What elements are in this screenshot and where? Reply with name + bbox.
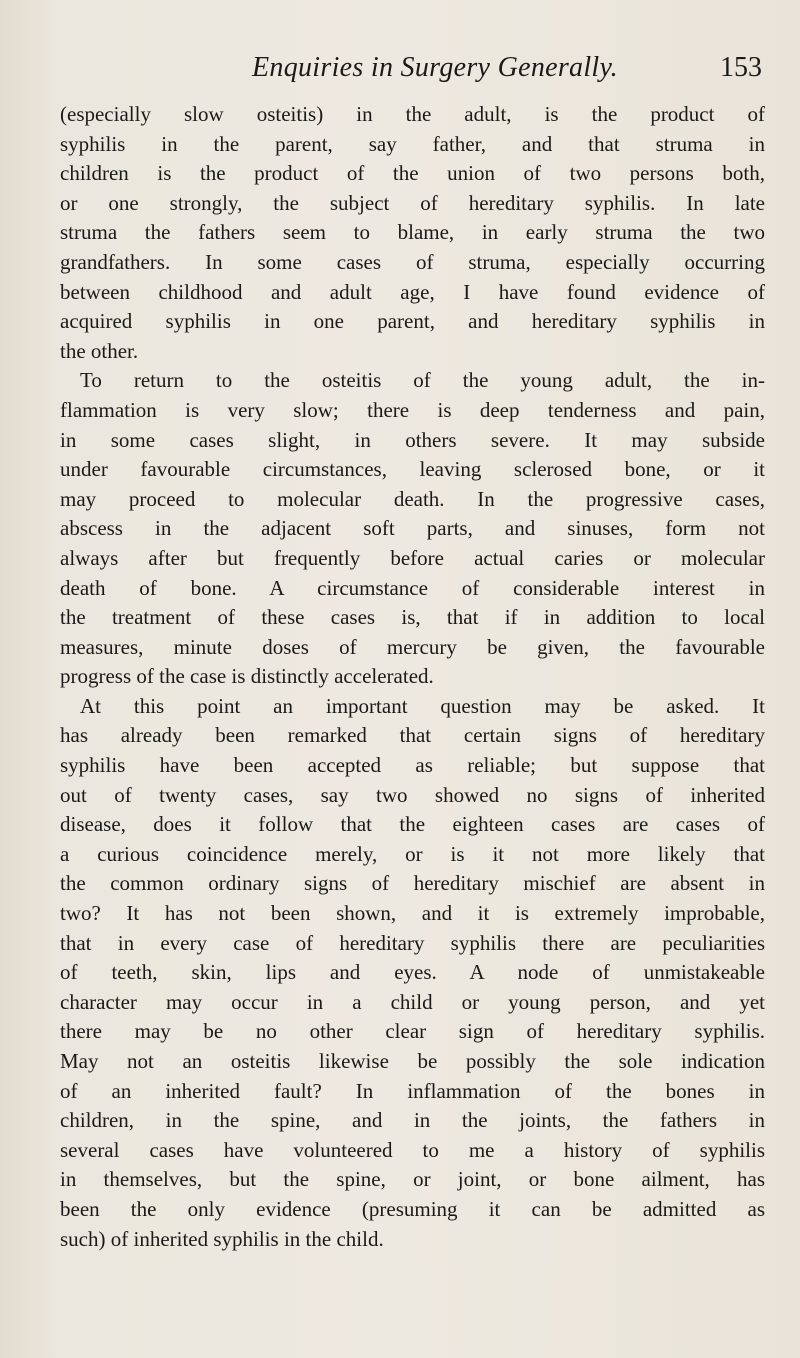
text-line: a curious coincidence merely, or is it not more likely that — [60, 841, 765, 866]
text-line: May not an osteitis likewise be possibly the sole indication — [60, 1049, 765, 1073]
text-line: flammation is very slow; there is deep tenderness and pain, — [60, 397, 765, 422]
running-title: Enquiries in Surgery Generally. — [252, 52, 618, 83]
text-line: out of twenty cases, say two showed no signs of inherited — [60, 782, 765, 807]
text-line: there may be no other clear sign of hereditary syphilis. — [60, 1019, 765, 1044]
body-text — [60, 100, 765, 1254]
text-line: measures, minute doses of mercury be given, the favourable — [60, 634, 765, 659]
text-line: syphilis in the parent, say father, and that struma in — [60, 131, 765, 156]
text-line: in themselves, but the spine, or joint, or bone ailment, has — [60, 1167, 765, 1192]
text-line: At this point an important question may be asked. It — [80, 693, 765, 718]
text-line: syphilis have been accepted as reliable; but suppose that — [60, 753, 765, 778]
text-line: that in every case of hereditary syphilis there are peculiarities — [60, 930, 765, 955]
text-line: in some cases slight, in others severe. It may subside — [60, 427, 765, 452]
text-line: or one strongly, the subject of hereditary syphilis. In late — [60, 190, 765, 215]
text-line: two? It has not been shown, and it is extremely improbable, — [60, 901, 765, 926]
page-number: 153 — [720, 52, 762, 83]
text-line: been the only evidence (presuming it can be admitted as — [60, 1196, 765, 1221]
text-line: grandfathers. In some cases of struma, especially occurring — [60, 249, 765, 274]
running-head — [252, 52, 762, 92]
text-line: of teeth, skin, lips and eyes. A node of unmistakeable — [60, 960, 765, 985]
text-line: may proceed to molecular death. In the progressive cases, — [60, 486, 765, 511]
text-line: under favourable circumstances, leaving sclerosed bone, or it — [60, 457, 765, 482]
text-line: the common ordinary signs of hereditary mischief are absent in — [60, 871, 765, 896]
text-line: several cases have volunteered to me a history of syphilis — [60, 1137, 765, 1162]
text-line: acquired syphilis in one parent, and hereditary syphilis in — [60, 309, 765, 334]
text-line: always after but frequently before actual caries or molecular — [60, 545, 765, 570]
text-line: has already been remarked that certain signs of hereditary — [60, 723, 765, 748]
text-line: of an inherited fault? In inflammation of the bones in — [60, 1078, 765, 1103]
text-line: character may occur in a child or young person, and yet — [60, 989, 765, 1014]
text-line: struma the fathers seem to blame, in early struma the two — [60, 220, 765, 245]
text-line: To return to the osteitis of the young adult, the in- — [80, 368, 765, 393]
text-line: the treatment of these cases is, that if in addition to local — [60, 605, 765, 630]
text-line: the other. — [60, 338, 139, 363]
text-line: between childhood and adult age, I have found evidence of — [60, 279, 765, 304]
text-line: such) of inherited syphilis in the child. — [60, 1226, 384, 1251]
text-line: progress of the case is distinctly accelerated. — [60, 664, 434, 689]
text-line: (especially slow osteitis) in the adult, is the product of — [60, 102, 765, 126]
text-line: abscess in the adjacent soft parts, and sinuses, form not — [60, 516, 765, 541]
text-line: children is the product of the union of two persons both, — [60, 161, 765, 186]
text-line: disease, does it follow that the eighteen cases are cases of — [60, 812, 765, 837]
text-line: death of bone. A circumstance of considerable interest in — [60, 575, 765, 600]
text-line: children, in the spine, and in the joints, the fathers in — [60, 1108, 765, 1133]
